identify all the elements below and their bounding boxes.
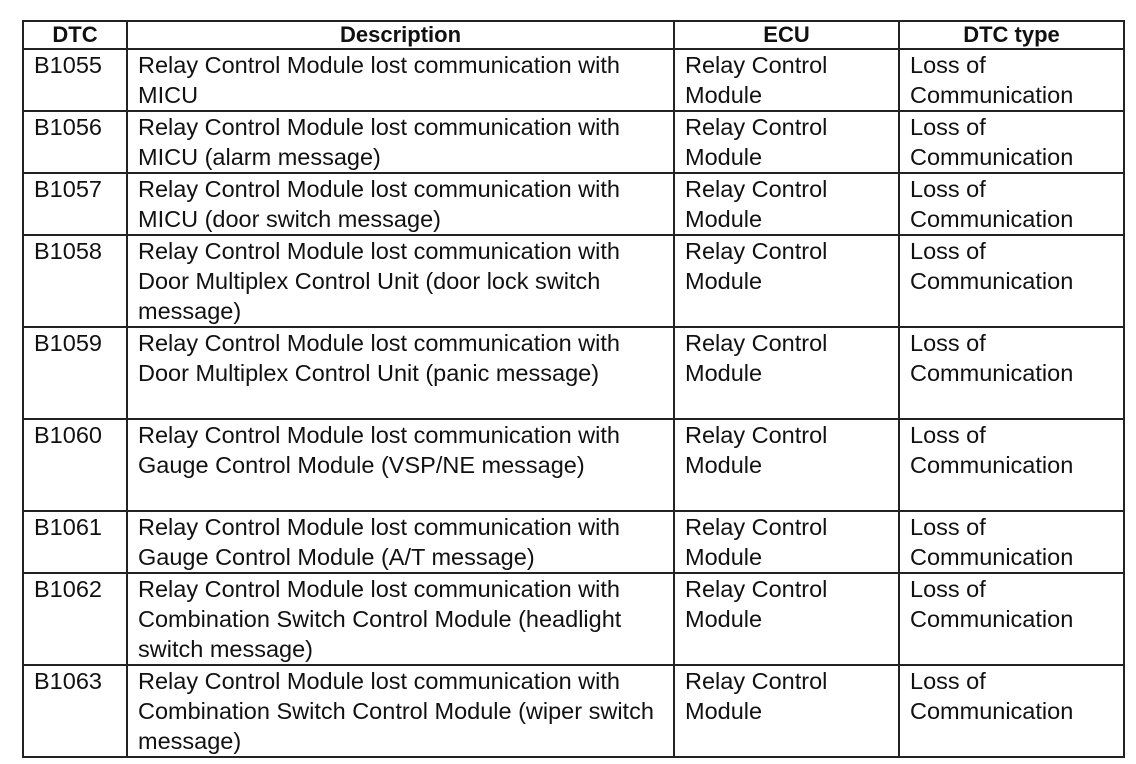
dtc-description: Relay Control Module lost communication with Gauge Control Module (VSP/NE message): [127, 419, 674, 511]
dtc-code: B1063: [23, 665, 127, 757]
header-ecu: ECU: [674, 21, 899, 49]
dtc-description: Relay Control Module lost communication with MICU (door switch message): [127, 173, 674, 235]
table-row: [23, 327, 1124, 419]
dtc-type: Loss of Communication: [899, 419, 1124, 511]
dtc-ecu: Relay Control Module: [674, 511, 899, 573]
dtc-code: B1060: [23, 419, 127, 511]
dtc-ecu: Relay Control Module: [674, 419, 899, 511]
dtc-type: Loss of Communication: [899, 235, 1124, 327]
dtc-ecu: Relay Control Module: [674, 235, 899, 327]
dtc-code: B1055: [23, 49, 127, 111]
dtc-description: Relay Control Module lost communication with Gauge Control Module (A/T message): [127, 511, 674, 573]
dtc-ecu: Relay Control Module: [674, 49, 899, 111]
table-row: [23, 49, 1124, 111]
header-description: Description: [127, 21, 674, 49]
table-row: [23, 173, 1124, 235]
table-row: [23, 665, 1124, 757]
dtc-type: Loss of Communication: [899, 173, 1124, 235]
dtc-ecu: Relay Control Module: [674, 573, 899, 665]
table-header-row: [23, 21, 1124, 49]
table-row: [23, 419, 1124, 511]
dtc-ecu: Relay Control Module: [674, 665, 899, 757]
dtc-description: Relay Control Module lost communication with Combination Switch Control Module (wiper switch message): [127, 665, 674, 757]
dtc-description: Relay Control Module lost communication with Combination Switch Control Module (headlight switch message): [127, 573, 674, 665]
dtc-type: Loss of Communication: [899, 49, 1124, 111]
dtc-description: Relay Control Module lost communication with Door Multiplex Control Unit (panic message): [127, 327, 674, 419]
dtc-code: B1061: [23, 511, 127, 573]
dtc-code: B1057: [23, 173, 127, 235]
dtc-code: B1059: [23, 327, 127, 419]
table-row: [23, 573, 1124, 665]
header-dtc-type: DTC type: [899, 21, 1124, 49]
dtc-code: B1056: [23, 111, 127, 173]
dtc-code: B1062: [23, 573, 127, 665]
dtc-table: [22, 20, 1125, 758]
dtc-ecu: Relay Control Module: [674, 327, 899, 419]
table-row: [23, 511, 1124, 573]
dtc-type: Loss of Communication: [899, 665, 1124, 757]
dtc-type: Loss of Communication: [899, 327, 1124, 419]
dtc-type: Loss of Communication: [899, 511, 1124, 573]
table-row: [23, 111, 1124, 173]
dtc-type: Loss of Communication: [899, 111, 1124, 173]
dtc-description: Relay Control Module lost communication with Door Multiplex Control Unit (door lock switch message): [127, 235, 674, 327]
dtc-description: Relay Control Module lost communication with MICU (alarm message): [127, 111, 674, 173]
dtc-ecu: Relay Control Module: [674, 173, 899, 235]
header-dtc: DTC: [23, 21, 127, 49]
dtc-description: Relay Control Module lost communication with MICU: [127, 49, 674, 111]
table-row: [23, 235, 1124, 327]
dtc-code: B1058: [23, 235, 127, 327]
dtc-ecu: Relay Control Module: [674, 111, 899, 173]
dtc-type: Loss of Communication: [899, 573, 1124, 665]
